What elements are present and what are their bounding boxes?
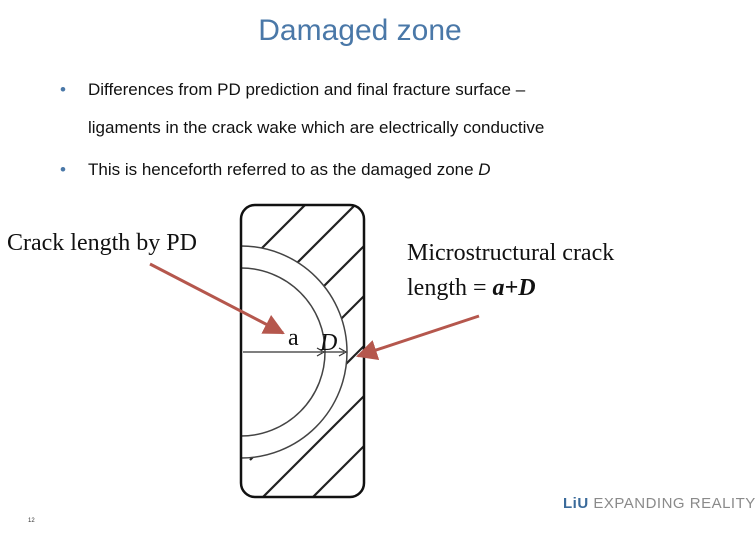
label-microstructural-line1: Microstructural crack xyxy=(407,240,615,266)
arrow-microstructural-crack xyxy=(358,316,479,356)
label-a: a xyxy=(288,325,299,351)
bullet-dot-icon: • xyxy=(60,160,66,179)
label-crack-length-pd: Crack length by PD xyxy=(7,230,197,256)
bullet-text: Differences from PD prediction and final fracture surface – xyxy=(88,80,526,99)
bullet-dot-icon: • xyxy=(60,80,66,99)
liu-logo-text: EXPANDING REALITY xyxy=(593,495,756,512)
page-number: 12 xyxy=(28,518,35,524)
liu-logo-mark: LiU xyxy=(563,495,589,512)
label-d: D xyxy=(320,330,338,356)
bullet-italic-d: D xyxy=(478,160,491,179)
label-microstructural-crack xyxy=(407,236,614,306)
label-a-plus-d: a+D xyxy=(492,275,536,301)
bullet-text: This is henceforth referred to as the damaged zone xyxy=(88,160,479,179)
label-microstructural-line2 xyxy=(407,271,614,306)
liu-logo xyxy=(563,495,756,512)
bullet-text-continuation: ligaments in the crack wake which are electrically conductive xyxy=(88,118,545,137)
label-length-prefix: length = xyxy=(407,275,493,301)
slide-title: Damaged zone xyxy=(258,14,462,47)
